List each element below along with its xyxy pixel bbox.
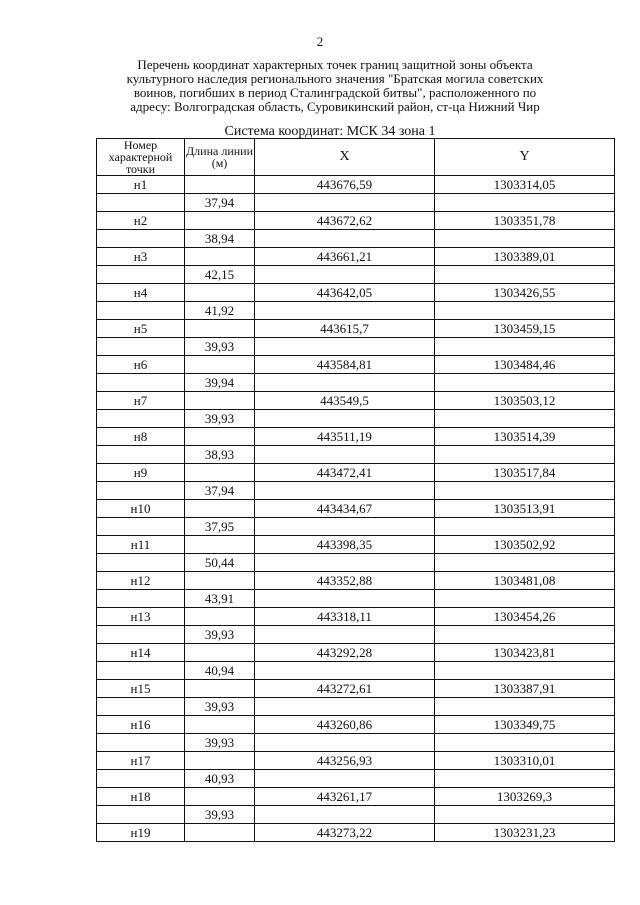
x-coordinate-cell: 443672,62 — [255, 212, 435, 230]
empty-cell — [255, 410, 435, 428]
empty-cell — [185, 536, 255, 554]
empty-cell — [185, 644, 255, 662]
empty-cell — [435, 230, 615, 248]
y-coordinate-cell: 1303387,91 — [435, 680, 615, 698]
table-row — [97, 698, 615, 716]
header-y: Y — [435, 139, 615, 176]
line-length-cell: 37,94 — [185, 194, 255, 212]
table-row — [97, 212, 615, 230]
y-coordinate-cell: 1303351,78 — [435, 212, 615, 230]
point-name-cell: н9 — [97, 464, 185, 482]
table-row — [97, 626, 615, 644]
point-name-cell: н14 — [97, 644, 185, 662]
table-row — [97, 536, 615, 554]
x-coordinate-cell: 443292,28 — [255, 644, 435, 662]
x-coordinate-cell: 443273,22 — [255, 824, 435, 842]
empty-cell — [255, 662, 435, 680]
x-coordinate-cell: 443549,5 — [255, 392, 435, 410]
point-name-cell: н12 — [97, 572, 185, 590]
x-coordinate-cell: 443615,7 — [255, 320, 435, 338]
coordinates-table — [96, 138, 615, 842]
table-row — [97, 734, 615, 752]
empty-cell — [185, 572, 255, 590]
empty-cell — [435, 482, 615, 500]
empty-cell — [185, 608, 255, 626]
title-line: культурного наследия регионального значения "Братская могила советских — [126, 71, 544, 86]
line-length-cell: 38,94 — [185, 230, 255, 248]
empty-cell — [97, 698, 185, 716]
x-coordinate-cell: 443260,86 — [255, 716, 435, 734]
table-row — [97, 266, 615, 284]
empty-cell — [255, 230, 435, 248]
y-coordinate-cell: 1303349,75 — [435, 716, 615, 734]
empty-cell — [97, 446, 185, 464]
empty-cell — [97, 518, 185, 536]
empty-cell — [185, 788, 255, 806]
x-coordinate-cell: 443584,81 — [255, 356, 435, 374]
empty-cell — [435, 266, 615, 284]
header-point-number: Номер характерной точки — [97, 139, 185, 176]
point-name-cell: н6 — [97, 356, 185, 374]
empty-cell — [185, 212, 255, 230]
y-coordinate-cell: 1303484,46 — [435, 356, 615, 374]
table-row — [97, 248, 615, 266]
line-length-cell: 50,44 — [185, 554, 255, 572]
y-coordinate-cell: 1303503,12 — [435, 392, 615, 410]
table-row — [97, 806, 615, 824]
point-name-cell: н16 — [97, 716, 185, 734]
empty-cell — [435, 518, 615, 536]
table-row — [97, 500, 615, 518]
x-coordinate-cell: 443352,88 — [255, 572, 435, 590]
empty-cell — [97, 662, 185, 680]
table-row — [97, 572, 615, 590]
table-row — [97, 356, 615, 374]
line-length-cell: 39,93 — [185, 698, 255, 716]
empty-cell — [255, 266, 435, 284]
line-length-cell: 37,94 — [185, 482, 255, 500]
table-row — [97, 284, 615, 302]
point-name-cell: н2 — [97, 212, 185, 230]
empty-cell — [185, 752, 255, 770]
empty-cell — [255, 518, 435, 536]
point-name-cell: н13 — [97, 608, 185, 626]
x-coordinate-cell: 443261,17 — [255, 788, 435, 806]
x-coordinate-cell: 443256,93 — [255, 752, 435, 770]
document-title — [100, 58, 570, 114]
title-line: Перечень координат характерных точек границ защитной зоны объекта — [137, 57, 533, 72]
empty-cell — [185, 464, 255, 482]
y-coordinate-cell: 1303517,84 — [435, 464, 615, 482]
table-row — [97, 392, 615, 410]
x-coordinate-cell: 443434,67 — [255, 500, 435, 518]
table-row — [97, 302, 615, 320]
table-row — [97, 824, 615, 842]
y-coordinate-cell: 1303502,92 — [435, 536, 615, 554]
y-coordinate-cell: 1303423,81 — [435, 644, 615, 662]
empty-cell — [97, 770, 185, 788]
empty-cell — [435, 662, 615, 680]
table-row — [97, 662, 615, 680]
title-line: воинов, погибших в период Сталинградской битвы", расположенного по — [133, 85, 537, 100]
table-row — [97, 320, 615, 338]
table-row — [97, 752, 615, 770]
empty-cell — [185, 392, 255, 410]
x-coordinate-cell: 443398,35 — [255, 536, 435, 554]
empty-cell — [185, 320, 255, 338]
table-row — [97, 176, 615, 194]
table-row — [97, 410, 615, 428]
empty-cell — [255, 302, 435, 320]
table-row — [97, 446, 615, 464]
line-length-cell: 38,93 — [185, 446, 255, 464]
empty-cell — [97, 590, 185, 608]
line-length-cell: 43,91 — [185, 590, 255, 608]
x-coordinate-cell: 443511,19 — [255, 428, 435, 446]
empty-cell — [435, 770, 615, 788]
y-coordinate-cell: 1303514,39 — [435, 428, 615, 446]
point-name-cell: н5 — [97, 320, 185, 338]
header-x: X — [255, 139, 435, 176]
empty-cell — [97, 626, 185, 644]
empty-cell — [435, 302, 615, 320]
header-line-length: Длина линии (м) — [185, 139, 255, 176]
empty-cell — [185, 356, 255, 374]
line-length-cell: 39,93 — [185, 338, 255, 356]
point-name-cell: н1 — [97, 176, 185, 194]
x-coordinate-cell: 443472,41 — [255, 464, 435, 482]
empty-cell — [435, 554, 615, 572]
y-coordinate-cell: 1303459,15 — [435, 320, 615, 338]
empty-cell — [97, 266, 185, 284]
x-coordinate-cell: 443272,61 — [255, 680, 435, 698]
y-coordinate-cell: 1303481,08 — [435, 572, 615, 590]
line-length-cell: 39,93 — [185, 626, 255, 644]
line-length-cell: 40,93 — [185, 770, 255, 788]
table-row — [97, 194, 615, 212]
x-coordinate-cell: 443642,05 — [255, 284, 435, 302]
empty-cell — [185, 824, 255, 842]
page-number: 2 — [316, 34, 324, 49]
table-row — [97, 338, 615, 356]
coordinate-system-label: Система координат: МСК 34 зона 1 — [224, 124, 436, 139]
empty-cell — [435, 410, 615, 428]
point-name-cell: н17 — [97, 752, 185, 770]
point-name-cell: н10 — [97, 500, 185, 518]
table-row — [97, 518, 615, 536]
empty-cell — [255, 770, 435, 788]
empty-cell — [97, 806, 185, 824]
empty-cell — [185, 284, 255, 302]
table-header-row — [97, 139, 615, 176]
table-row — [97, 428, 615, 446]
empty-cell — [185, 176, 255, 194]
point-name-cell: н11 — [97, 536, 185, 554]
table-row — [97, 590, 615, 608]
empty-cell — [255, 806, 435, 824]
empty-cell — [435, 698, 615, 716]
empty-cell — [185, 680, 255, 698]
table-row — [97, 608, 615, 626]
empty-cell — [255, 194, 435, 212]
table-row — [97, 788, 615, 806]
empty-cell — [255, 446, 435, 464]
empty-cell — [255, 338, 435, 356]
line-length-cell: 37,95 — [185, 518, 255, 536]
title-line: адресу: Волгоградская область, Суровикинский район, ст-ца Нижний Чир — [130, 99, 540, 114]
line-length-cell: 39,93 — [185, 410, 255, 428]
empty-cell — [97, 734, 185, 752]
empty-cell — [97, 554, 185, 572]
empty-cell — [97, 230, 185, 248]
table-body — [97, 176, 615, 842]
table-row — [97, 482, 615, 500]
empty-cell — [255, 626, 435, 644]
empty-cell — [255, 482, 435, 500]
empty-cell — [185, 500, 255, 518]
table-row — [97, 230, 615, 248]
empty-cell — [435, 734, 615, 752]
x-coordinate-cell: 443661,21 — [255, 248, 435, 266]
y-coordinate-cell: 1303513,91 — [435, 500, 615, 518]
table-row — [97, 554, 615, 572]
y-coordinate-cell: 1303454,26 — [435, 608, 615, 626]
line-length-cell: 39,93 — [185, 734, 255, 752]
empty-cell — [97, 482, 185, 500]
empty-cell — [185, 716, 255, 734]
empty-cell — [97, 338, 185, 356]
empty-cell — [185, 248, 255, 266]
table-row — [97, 464, 615, 482]
empty-cell — [97, 302, 185, 320]
line-length-cell: 41,92 — [185, 302, 255, 320]
point-name-cell: н3 — [97, 248, 185, 266]
empty-cell — [435, 626, 615, 644]
line-length-cell: 39,94 — [185, 374, 255, 392]
table-row — [97, 644, 615, 662]
empty-cell — [435, 590, 615, 608]
empty-cell — [435, 374, 615, 392]
point-name-cell: н4 — [97, 284, 185, 302]
point-name-cell: н19 — [97, 824, 185, 842]
empty-cell — [255, 734, 435, 752]
y-coordinate-cell: 1303231,23 — [435, 824, 615, 842]
table-row — [97, 716, 615, 734]
table-row — [97, 680, 615, 698]
table-row — [97, 770, 615, 788]
empty-cell — [97, 410, 185, 428]
empty-cell — [435, 446, 615, 464]
empty-cell — [255, 374, 435, 392]
empty-cell — [435, 806, 615, 824]
y-coordinate-cell: 1303389,01 — [435, 248, 615, 266]
y-coordinate-cell: 1303426,55 — [435, 284, 615, 302]
line-length-cell: 42,15 — [185, 266, 255, 284]
y-coordinate-cell: 1303310,01 — [435, 752, 615, 770]
point-name-cell: н8 — [97, 428, 185, 446]
empty-cell — [255, 554, 435, 572]
y-coordinate-cell: 1303269,3 — [435, 788, 615, 806]
line-length-cell: 40,94 — [185, 662, 255, 680]
empty-cell — [255, 698, 435, 716]
y-coordinate-cell: 1303314,05 — [435, 176, 615, 194]
line-length-cell: 39,93 — [185, 806, 255, 824]
empty-cell — [185, 428, 255, 446]
empty-cell — [255, 590, 435, 608]
point-name-cell: н15 — [97, 680, 185, 698]
table-row — [97, 374, 615, 392]
empty-cell — [435, 338, 615, 356]
empty-cell — [97, 374, 185, 392]
x-coordinate-cell: 443318,11 — [255, 608, 435, 626]
point-name-cell: н7 — [97, 392, 185, 410]
empty-cell — [97, 194, 185, 212]
empty-cell — [435, 194, 615, 212]
x-coordinate-cell: 443676,59 — [255, 176, 435, 194]
point-name-cell: н18 — [97, 788, 185, 806]
